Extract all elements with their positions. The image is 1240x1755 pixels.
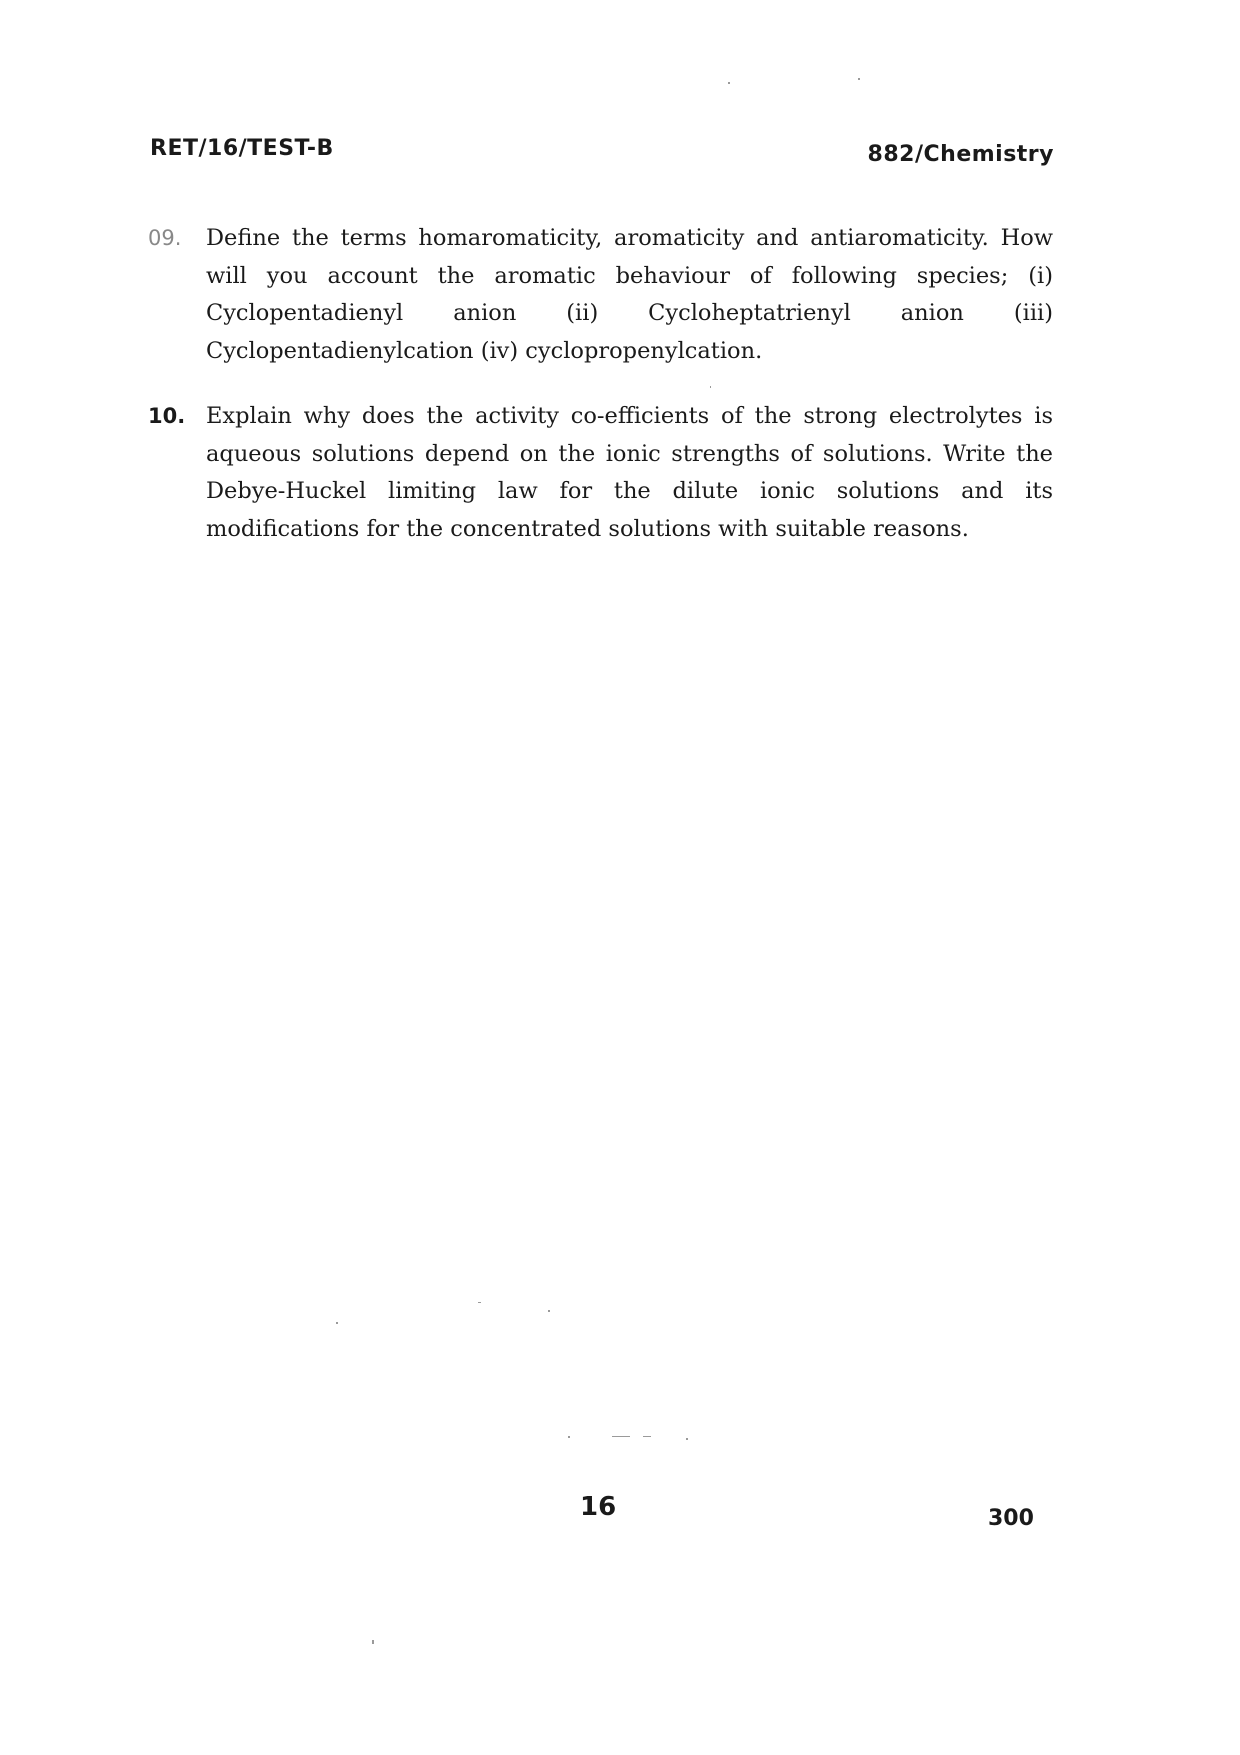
scan-dash: [612, 1436, 630, 1437]
scan-speck: [710, 386, 711, 388]
question-number: 10.: [148, 404, 186, 428]
question-9: [148, 220, 1053, 370]
page-header: [150, 136, 1054, 176]
scan-speck: [336, 1322, 338, 1324]
scan-speck: [858, 78, 860, 80]
question-text: Define the terms homaromaticity, aromaticity and antiaromaticity. How will you account the aromatic behaviour of following species; (i) Cyclopentadienyl anion (ii) Cycloheptatrienyl anion (iii) Cyclopentadienylcation (iv) cyclopropenylcation.: [206, 225, 1053, 364]
question-text: Explain why does the activity co-efficients of the strong electrolytes is aqueous solutions depend on the ionic strengths of solutions. Write the Debye-Huckel limiting law for the dilute ionic solutions and its modifications for the concentrated solutions with suitable reasons.: [206, 403, 1053, 542]
scan-speck: [478, 1302, 481, 1303]
scan-dash: [643, 1436, 651, 1437]
question-10: [148, 398, 1053, 548]
scan-speck: [686, 1438, 688, 1440]
scan-speck: [548, 1310, 550, 1312]
subject-code: 882/Chemistry: [867, 142, 1054, 167]
scan-speck: [372, 1640, 374, 1644]
scan-speck: [728, 82, 730, 84]
question-number: 09.: [148, 226, 182, 250]
test-code: RET/16/TEST-B: [150, 136, 334, 161]
paper-code: 300: [988, 1506, 1034, 1531]
page-number: 16: [580, 1492, 617, 1522]
scan-speck: [568, 1436, 570, 1438]
